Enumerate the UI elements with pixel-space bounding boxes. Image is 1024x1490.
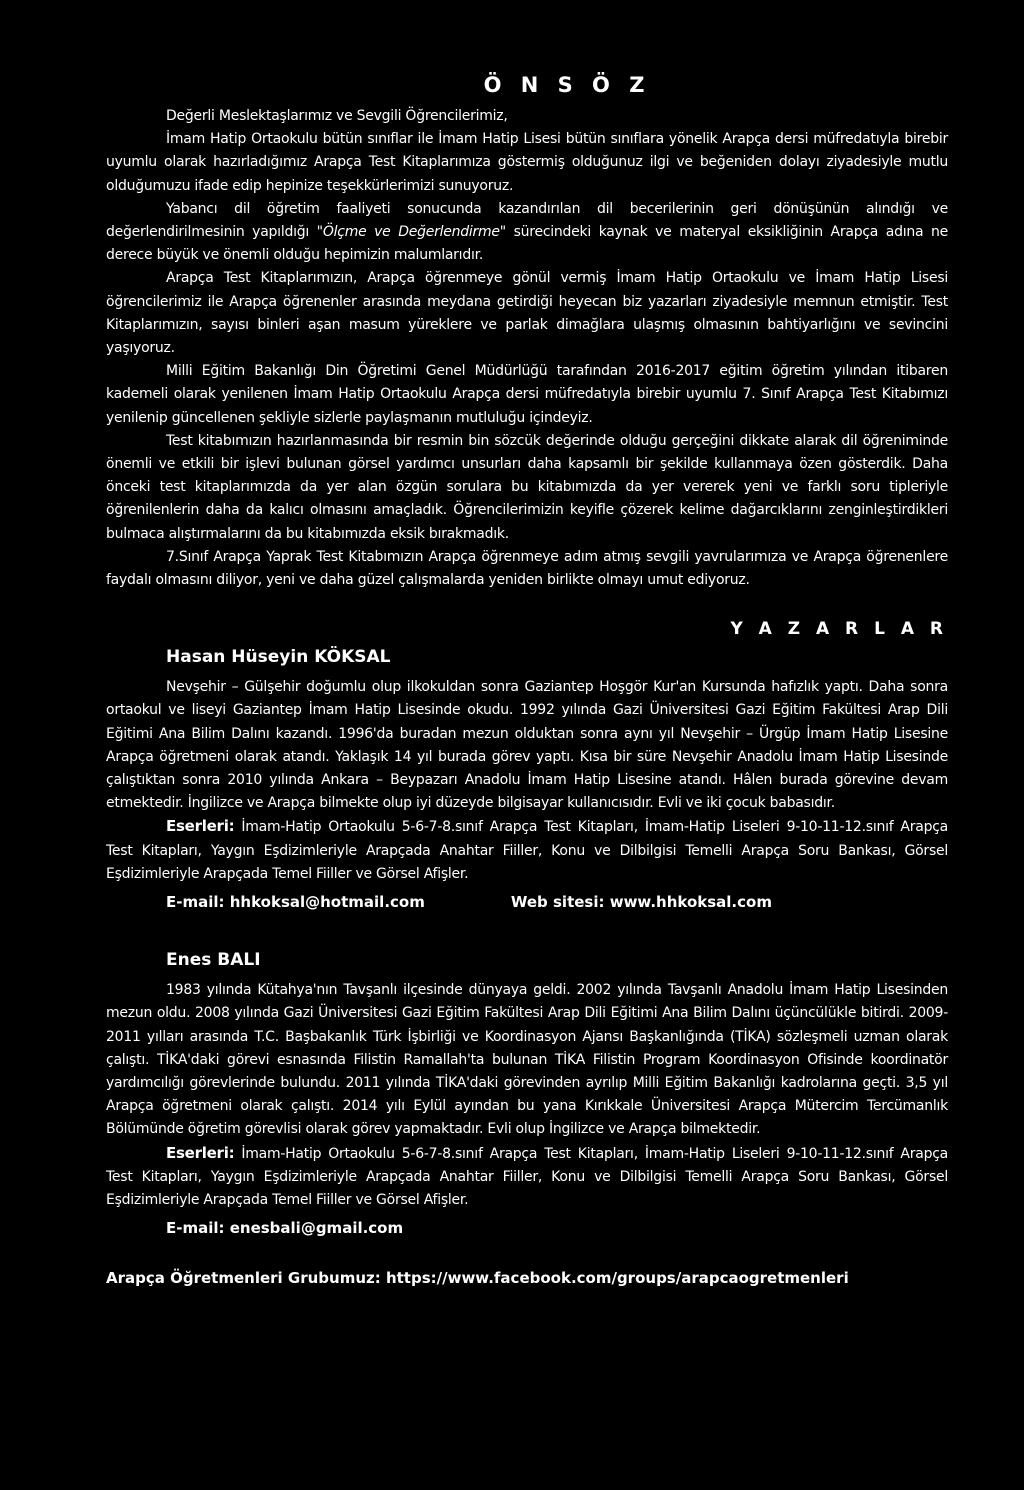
- author-1-email[interactable]: E-mail: hhkoksal@hotmail.com: [166, 893, 425, 912]
- author-2-name: Enes BALI: [166, 950, 261, 971]
- authors-heading: Y A Z A R L A R: [730, 619, 948, 640]
- author-1-bio: Nevşehir – Gülşehir doğumlu olup ilkokuldan sonra Gaziantep Hoşgör Kur'an Kursunda hafızlık yaptı. Daha sonra ortaokul ve liseyi Gaziantep İmam Hatip Lisesinde okudu. 1992 yılında Gazi Üniversitesi Gazi Eğitim Fakültesi Arap Dili Eğitimi Ana Bilim Dalını kazandı. 1996'da buradan mezun olduktan sonra aynı yıl Nevşehir – Ürgüp İmam Hatip Lisesine Arapça öğretmeni olarak atandı. Yaklaşık 14 yıl burada görev yaptı. Kısa bir süre Nevşehir Anadolu İmam Hatip Lisesinde çalıştıktan sonra 2010 yılında Ankara – Beypazarı Anadolu İmam Hatip Lisesine atandı. Hâlen burada görevine devam etmektedir. İngilizce ve Arapça bilmekte olup iyi düzeyde bilgisayar kullanıcısıdır. Evli ve iki çocuk babasıdır.: [106, 679, 948, 812]
- author-2-contact: [166, 1215, 948, 1241]
- paragraph-2-emphasis: "Ölçme ve Değerlendirme": [316, 224, 506, 241]
- author-1-works: [106, 815, 948, 886]
- author-1-works-text: İmam-Hatip Ortaokulu 5-6-7-8.sınıf Arapça Test Kitapları, İmam-Hatip Liseleri 9-10-11-12.sınıf Arapça Test Kitapları, Yaygın Eşdizimleriyle Arapçada Anahtar Fiiller, Konu ve Dilbilgisi Temelli Arapça Soru Bankası, Görsel Eşdizimleriyle Arapçada Temel Fiiller ve Görsel Afişler.: [106, 819, 948, 882]
- author-2-works-text: İmam-Hatip Ortaokulu 5-6-7-8.sınıf Arapça Test Kitapları, İmam-Hatip Liseleri 9-10-11-12.sınıf Arapça Test Kitapları, Yaygın Eşdizimleriyle Arapçada Anahtar Fiiller, Konu ve Dilbilgisi Temelli Arapça Soru Bankası, Görsel Eşdizimleriyle Arapçada Temel Fiiller ve Görsel Afişler.: [106, 1145, 948, 1208]
- greeting: Değerli Meslektaşlarımız ve Sevgili Öğrencilerimiz,: [166, 108, 508, 124]
- author-2-email[interactable]: E-mail: enesbali@gmail.com: [166, 1219, 404, 1238]
- preface-paragraph-5: Test kitabımızın hazırlanmasında bir resmin bin sözcük değerinde olduğu gerçeğini dikkate alarak dil öğreniminde önemli ve etkili bir işlevi bulunan görsel yardımcı unsurları daha kapsamlı bir şekilde kullanmaya özen gösterdik. Daha önceki test kitaplarımızda da yer alan özgün sorulara bu kitabımızda da yer vererek yeni ve farklı soru tipleriyle öğrenilenlerin daha da kalıcı olmasını amaçladık. Öğrencilerimizin keyifle çözerek kelime dağarcıklarını zenginleştirdikleri bulmaca alıştırmalarını da bu kitabımızda eksik bırakmadık.: [106, 432, 948, 542]
- paragraph-2-end: sürecindeki kaynak ve materyal eksikliğinin Arapça adına ne derece büyük ve önemli olduğu hepimizin malumlarıdır.: [106, 224, 948, 264]
- facebook-group-link[interactable]: Arapça Öğretmenleri Grubumuz: https://www.facebook.com/groups/arapcaogretmenleri: [106, 1269, 849, 1288]
- preface-paragraph-2: [106, 198, 948, 268]
- author-2-works-label: Eserleri:: [166, 1143, 235, 1162]
- author-2-bio: 1983 yılında Kütahya'nın Tavşanlı ilçesinde dünyaya geldi. 2002 yılında Tavşanlı Anadolu İmam Hatip Lisesinden mezun oldu. 2008 yılında Gazi Üniversitesi Gazi Eğitim Fakültesi Arap Dili Eğitimi Ana Bilim Dalını üçüncülükle bitirdi. 2009-2011 yılları arasında T.C. Başbakanlık Türk İşbirliği ve Koordinasyon Ajansı Başkanlığında (TİKA) sözleşmeli uzman olarak çalıştı. TİKA'daki görevi esnasında Filistin Ramallah'ta bulunan TİKA Filistin Program Koordinasyon Ofisinde koordinatör yardımcılığı görevlerinde bulundu. 2011 yılında TİKA'daki görevinden ayrılıp Milli Eğitim Bakanlığı kadrolarına geçti. 3,5 yıl Arapça öğretmeni olarak çalıştı. 2014 yılı Eylül ayından bu yana Kırıkkale Üniversitesi Arapça Mütercim Tercümanlık Bölümünde öğretim görevlisi olarak görev yapmaktadır. Evli olup İngilizce ve Arapça bilmektedir.: [106, 982, 948, 1138]
- preface-title: Ö N S Ö Z: [483, 73, 651, 97]
- preface-paragraph-1: İmam Hatip Ortaokulu bütün sınıflar ile İmam Hatip Lisesi bütün sınıflara yönelik Arapça dersi müfredatıyla birebir uyumlu olarak hazırladığımız Arapça Test Kitaplarımıza göstermiş olduğunuz ilgi ve beğeniden dolayı ziyadesiyle mutlu olduğumuzu ifade edip hepinize teşekkürlerimizi sunuyoruz.: [106, 131, 948, 194]
- author-1-name: Hasan Hüseyin KÖKSAL: [166, 647, 391, 668]
- preface-paragraph-6: 7.Sınıf Arapça Yaprak Test Kitabımızın Arapça öğrenmeye adım atmış sevgili yavrularımıza ve Arapça öğrenenlere faydalı olmasını diliyor, yeni ve daha güzel çalışmalarda yeniden birlikte olmayı umut ediyoruz.: [106, 548, 948, 589]
- preface-paragraph-4: Milli Eğitim Bakanlığı Din Öğretimi Genel Müdürlüğü tarafından 2016-2017 eğitim öğretim yılından itibaren kademeli olarak yenilenen İmam Hatip Ortaokulu Arapça dersi müfredatıyla birebir uyumlu 7. Sınıf Arapça Test Kitabımızı yenilenip güncellenen şekliyle sizlerle paylaşmanın mutluluğu içindeyiz.: [106, 363, 948, 426]
- document-page: [106, 72, 948, 1289]
- paragraph-2-start: Yabancı dil öğretim faaliyeti sonucunda kazandırılan dil becerilerinin geri dönüşünün alındığı ve değerlendirilmesinin yapıldığı: [106, 200, 948, 241]
- author-2-works: [106, 1142, 948, 1213]
- author-1-works-label: Eserleri:: [166, 817, 235, 836]
- author-1-contact: [166, 889, 948, 915]
- preface-paragraph-3: Arapça Test Kitaplarımızın, Arapça öğrenmeye gönül vermiş İmam Hatip Ortaokulu ve İmam Hatip Lisesi öğrencilerimiz ile Arapça öğrenenler arasında meydana getirdiği heyecan biz yazarları ziyadesiyle memnun etmiştir. Test Kitaplarımızın, sayısı binleri aşan masum yüreklere ve parlak dimağlara ulaşmış olmasının bahtiyarlığını ve sevincini yaşıyoruz.: [106, 270, 948, 357]
- author-1-website[interactable]: Web sitesi: www.hhkoksal.com: [510, 893, 772, 912]
